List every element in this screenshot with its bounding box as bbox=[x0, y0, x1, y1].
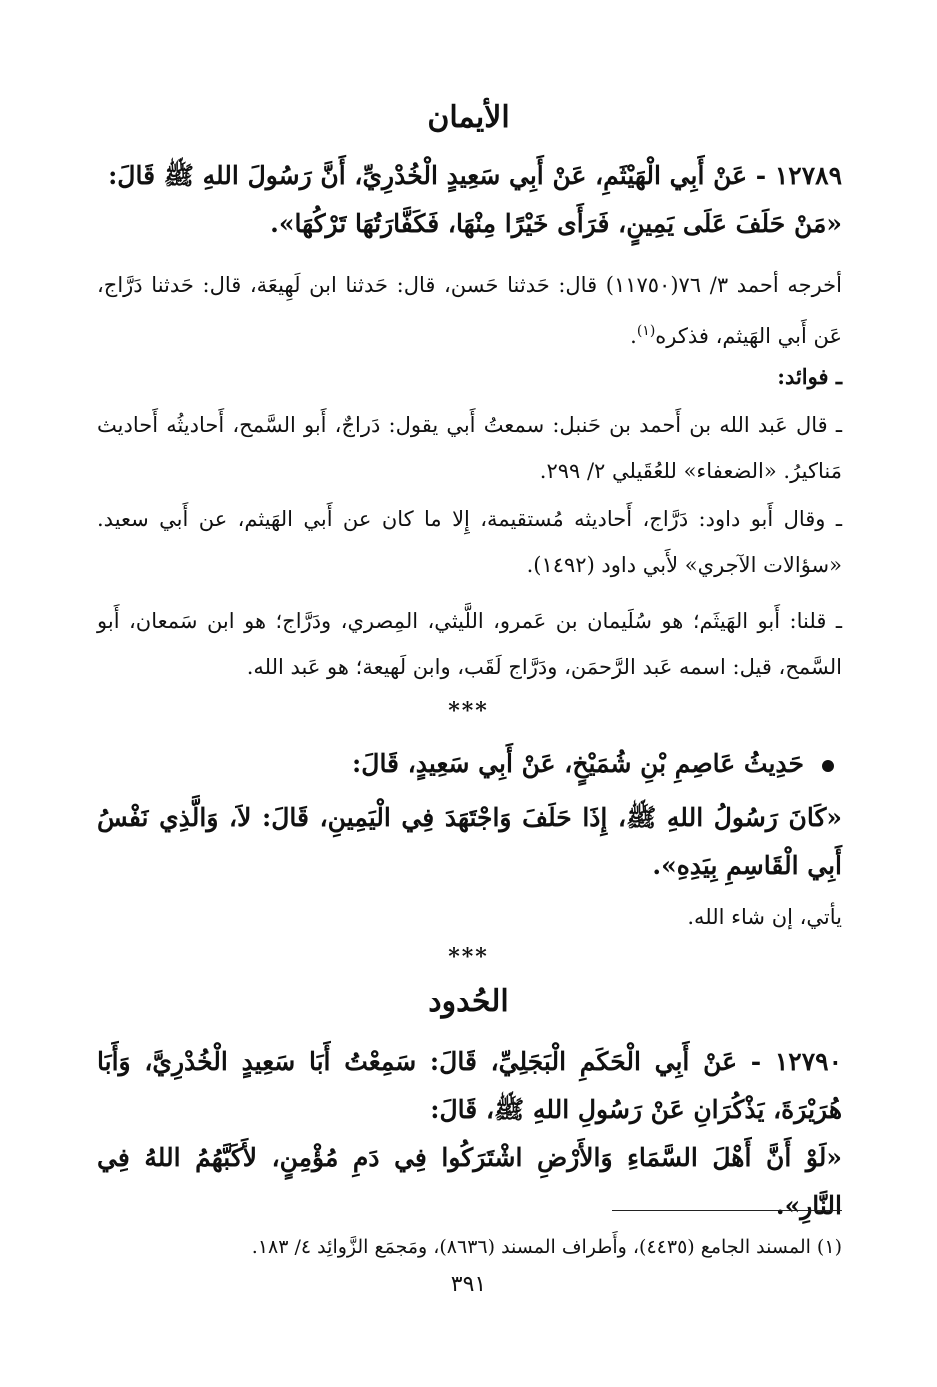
bullet-icon bbox=[822, 760, 834, 772]
takhrij-text: أخرجه أحمد ٣/ ٧٦(١١٧٥٠) قال: حَدثنا حَسن، قال: حَدثنا ابن لَهِيعَة، قال: حَدثنا دَرَّاج، عَن أَبي الهَيثم، فذكره bbox=[97, 273, 842, 348]
hadith-asim-text: «كَانَ رَسُولُ اللهِ ﷺ، إِذَا حَلَفَ وَاجْتَهَدَ فِي الْيَمِينِ، قَالَ: لاَ، وَالَّذِي نَفْسُ أَبِي الْقَاسِمِ بِيَدِهِ». bbox=[97, 803, 842, 880]
section-title-aymaan: الأيمان bbox=[427, 100, 510, 135]
hadith-asim-heading-text: حَدِيثُ عَاصِمِ بْنِ شُمَيْخٍ، عَنْ أَبِي سَعِيدٍ، قَالَ: bbox=[352, 749, 804, 778]
hadith-asim-heading bbox=[97, 740, 842, 788]
section-title-hudood: الحُدود bbox=[428, 984, 509, 1019]
hadith-12789-matn: «مَنْ حَلَفَ عَلَى يَمِينٍ، فَرَأَى خَيْرًا مِنْهَا، فَكَفَّارَتُهَا تَرْكُهَا». bbox=[270, 209, 842, 238]
separator-stars-2: *** bbox=[448, 944, 489, 970]
fawaid-item-1: ـ قال عَبد الله بن أَحمد بن حَنبل: سمعتُ أَبي يقول: دَراجٌ، أَبو السَّمح، أَحاديثُه أَحاديث مَناكيرُ. «الضعفاء» للعُقَيلي ٢/ ٢٩٩. bbox=[97, 413, 842, 483]
takhrij-paragraph: أخرجه أحمد ٣/ ٧٦(١١٧٥٠) قال: حَدثنا حَسن، قال: حَدثنا ابن لَهِيعَة، قال: حَدثنا دَرَّاج، عَن أَبي الهَيثم، فذكره$^{(١)}$. bbox=[97, 273, 842, 348]
footnote-divider bbox=[612, 1210, 842, 1211]
fawaid-item-2: ـ وقال أَبو داود: دَرَّاج، أَحاديثه مُستقيمة، إِلا ما كان عن أَبي الهَيثم، عن أَبي سعيد. «سؤالات الآجري» لأَبي داود (١٤٩٢). bbox=[97, 507, 842, 577]
hadith-12789 bbox=[97, 152, 842, 248]
footnote-ref: (١) bbox=[636, 323, 656, 339]
hadith-12790-isnad: ١٢٧٩٠ - عَنْ أَبِي الْحَكَمِ الْبَجَلِيِّ، قَالَ: سَمِعْتُ أَبَا سَعِيدٍ الْخُدْرِيَّ، وَأَبَا هُرَيْرَةَ، يَذْكُرَانِ عَنْ رَسُولِ اللهِ ﷺ، قَالَ: bbox=[97, 1047, 842, 1124]
hadith-12790 bbox=[97, 1038, 842, 1230]
fawaid-heading: ـ فوائد: bbox=[777, 364, 842, 389]
hadith-12790-matn: «لَوْ أَنَّ أَهْلَ السَّمَاءِ وَالأَرْضِ اشْتَرَكُوا فِي دَمِ مُؤْمِنٍ، لأَكَبَّهُمُ اللهُ فِي النَّارِ». bbox=[97, 1143, 842, 1220]
footnote-1: (١) المسند الجامع (٤٤٣٥)، وأَطراف المسند (٨٦٣٦)، ومَجمَع الزَّوائِد ٤/ ١٨٣. bbox=[251, 1236, 842, 1258]
fawaid-item-3: ـ قلنا: أَبو الهَيثَم؛ هو سُلَيمان بن عَمرو، اللَّيثي، المِصري، ودَرَّاج؛ هو ابن سَمعان، أَبو السَّمح، قيل: اسمه عَبد الرَّحمَن، ودَرَّاج لَقَب، وابن لَهيعة؛ هو عَبد الله. bbox=[97, 609, 842, 679]
hadith-asim-note: يأتي، إن شاء الله. bbox=[687, 905, 842, 929]
page-number: ٣٩١ bbox=[450, 1272, 487, 1297]
separator-stars-1: *** bbox=[448, 698, 489, 724]
hadith-12789-isnad: ١٢٧٨٩ - عَنْ أَبِي الْهَيْثَمِ، عَنْ أَبِي سَعِيدٍ الْخُدْرِيِّ، أَنَّ رَسُولَ اللهِ ﷺ قَالَ: bbox=[108, 161, 842, 190]
